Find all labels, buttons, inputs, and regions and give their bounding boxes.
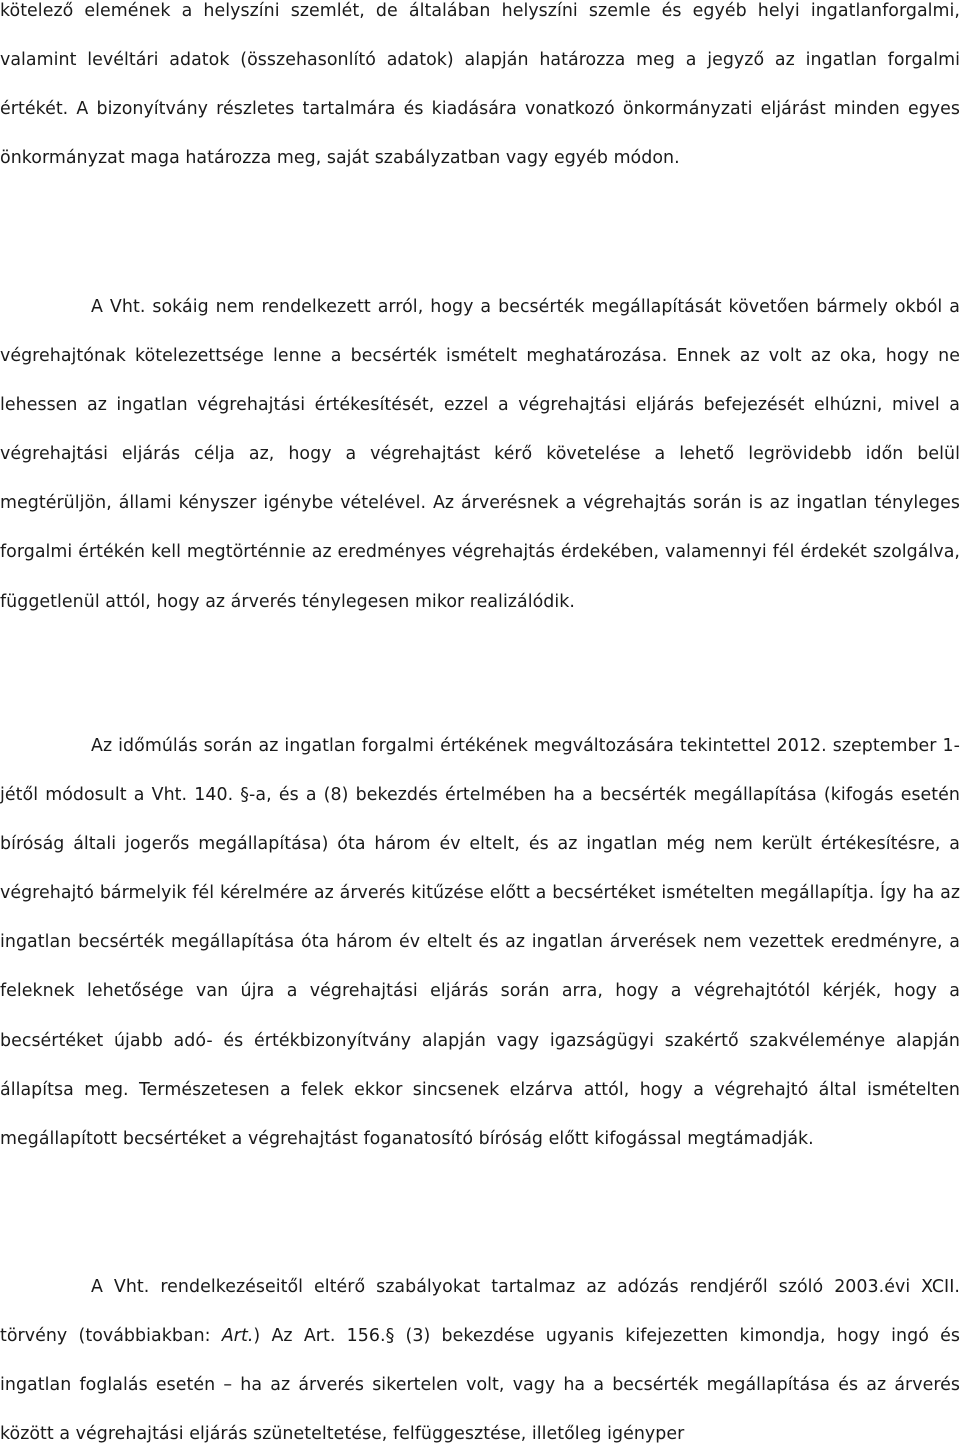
paragraph-text: Az időmúlás során az ingatlan forgalmi értékének megváltozására tekintettel 2012. szeptember 1-jétől módosult a Vht. 140. §-a, és a (8) bekezdés értelmében ha a becsérték megállapítása (kifogás esetén bíróság általi jogerős megállapítása) óta három év eltelt, és az ingatlan még nem került értékesítésre, a végrehajtó bármelyik fél kérelmére az árverés kitűzése előtt a becsértéket ismételten megállapítja. Így ha az ingatlan becsérték megállapítása óta három év eltelt és az ingatlan árverések nem vezettek eredményre, a feleknek lehetősége van újra a végrehajtási eljárás során arra, hogy a végrehajtótól kérjék, hogy a becsértéket újabb adó- és értékbizonyítvány alapján vagy igazságügyi szakértő szakvéleménye alapján állapítsa meg. Természetesen a felek ekkor sincsenek elzárva attól, hogy a végrehajtó által ismételten megállapított becsértéket a végrehajtást foganatosító bíróság előtt kifogással megtámadják. <box>0 736 960 1149</box>
paragraph <box>0 0 960 183</box>
paragraph <box>0 722 960 1164</box>
paragraph-text: kötelező elemének a helyszíni szemlét, de általában helyszíni szemle és egyéb helyi ingatlanforgalmi, valamint levéltári adatok (összehasonlító adatok) alapján határozza meg a jegyző az ingatlan forgalmi értékét. A bizonyítvány részletes tartalmára és kiadására vonatkozó önkormányzati eljárást minden egyes önkormányzat maga határozza meg, saját szabályzatban vagy egyéb módon. <box>0 1 960 169</box>
paragraph-text: A Vht. sokáig nem rendelkezett arról, hogy a becsérték megállapítását követően bármely okból a végrehajtónak kötelezettsége lenne a becsérték ismételt meghatározása. Ennek az volt az oka, hogy ne lehessen az ingatlan végrehajtási értékesítését, ezzel a végrehajtási eljárás befejezését elhúzni, mivel a végrehajtási eljárás célja az, hogy a végrehajtást kérő követelése a lehető legrövidebb időn belül megtérüljön, állami kényszer igénybe vételével. Az árverésnek a végrehajtás során is az ingatlan tényleges forgalmi értékén kell megtörténnie az eredményes végrehajtás érdekében, valamennyi fél érdekét szolgálva, függetlenül attól, hogy az árverés ténylegesen mikor realizálódik. <box>0 297 960 612</box>
paragraph-text: ) Az Art. 156.§ (3) bekezdése ugyanis kifejezetten kimondja, hogy ingó és ingatlan foglalás esetén – ha az árverés sikertelen volt, vagy ha a becsérték megállapítása és az árverés között a végrehajtási eljárás szüneteltetése, felfüggesztése, illetőleg igényper <box>0 1326 960 1445</box>
paragraph-text: A Vht. rendelkezéseitől eltérő szabályokat tartalmaz az adózás rendjéről szóló 2003.évi XCII. törvény (továbbiakban: <box>0 1277 960 1347</box>
abbreviation-text: Art. <box>221 1326 254 1347</box>
paragraph <box>0 1263 960 1448</box>
paragraph <box>0 283 960 627</box>
